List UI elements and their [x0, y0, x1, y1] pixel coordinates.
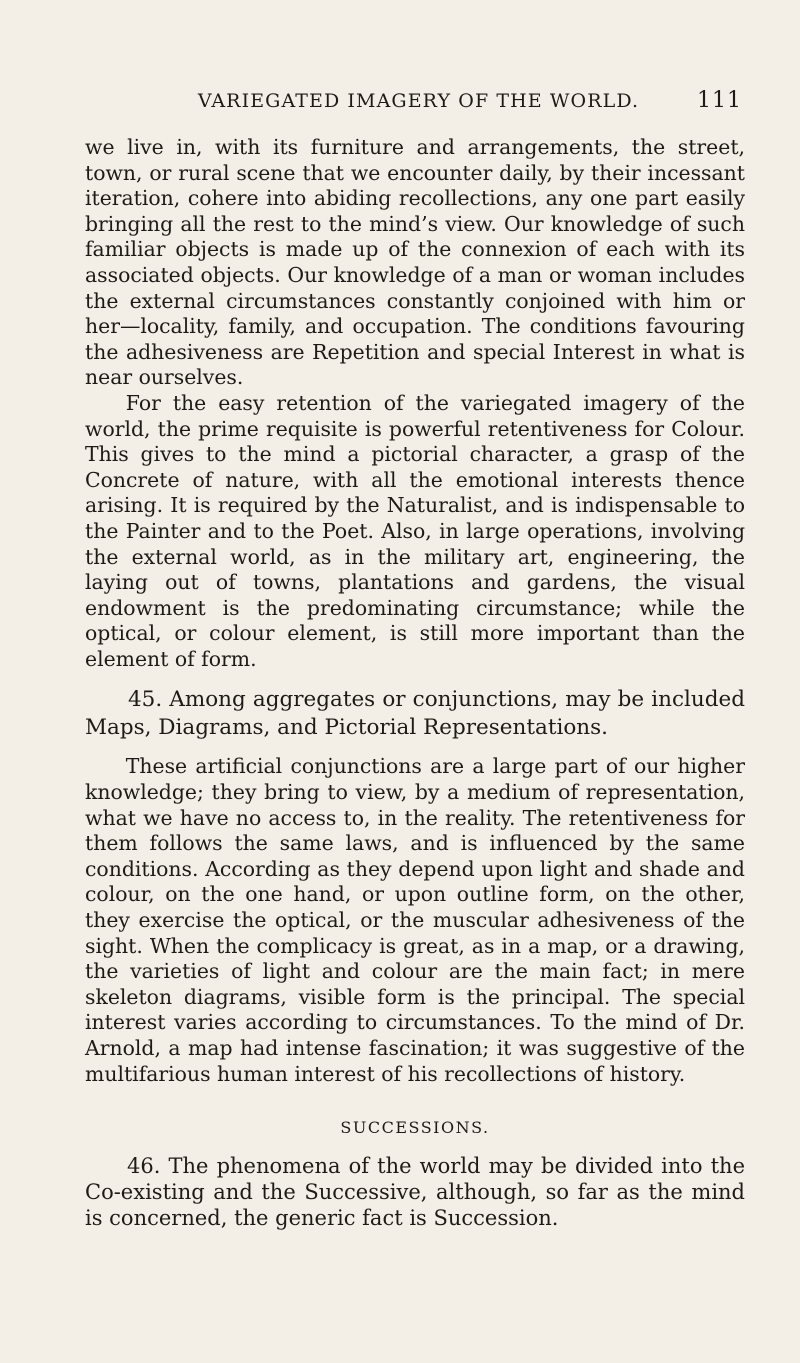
- running-head: [100, 88, 742, 120]
- body-text: [85, 135, 745, 1231]
- running-title: VARIEGATED IMAGERY OF THE WORLD.: [197, 90, 640, 112]
- paragraph-artificial-conjunctions: These artificial conjunctions are a large part of our higher knowledge; they bring to view, by a medium of representation, what we have no access to, in the reality. The retentiveness for them follows the same laws, and is influenced by the same conditions. According as they depend upon light and shade and colour, on the one hand, or upon outline form, on the other, they exercise the optical, or the muscular adhesiveness of the sight. When the complicacy is great, as in a map, or a drawing, the varieties of light and colour are the main fact; in mere skeleton diagrams, visible form is the principal. The special interest varies according to circumstances. To the mind of Dr. Arnold, a map had intense fascination; it was suggestive of the multifarious human interest of his recollections of history.: [85, 754, 745, 1086]
- section-45-heading-paragraph: 45. Among aggregates or conjunctions, may be included Maps, Diagrams, and Pictorial Representations.: [85, 687, 745, 741]
- successions-heading: SUCCESSIONS.: [340, 1118, 490, 1138]
- paragraph-continued: we live in, with its furniture and arrangements, the street, town, or rural scene that we encounter daily, by their incessant iteration, cohere into abiding recollections, any one part easily bringing all the rest to the mind’s view. Our knowledge of such familiar objects is made up of the connexion of each with its associated objects. Our knowledge of a man or woman includes the external circumstances constantly conjoined with him or her—locality, family, and occupation. The conditions favouring the adhesiveness are Repetition and special Interest in what is near ourselves.: [85, 135, 745, 390]
- section-46-paragraph: 46. The phenomena of the world may be divided into the Co-existing and the Successive, although, so far as the mind is concerned, the generic fact is Succession.: [85, 1153, 745, 1230]
- paragraph-colour-retentiveness: For the easy retention of the variegated imagery of the world, the prime requisite is powerful retentiveness for Colour. This gives to the mind a pictorial character, a grasp of the Concrete of nature, with all the emotional interests thence arising. It is required by the Naturalist, and is indispensable to the Painter and to the Poet. Also, in large operations, involving the external world, as in the military art, engineering, the laying out of towns, plantations and gardens, the visual endowment is the predominating circumstance; while the optical, or colour element, is still more important than the element of form.: [85, 390, 745, 671]
- page-number: 111: [697, 88, 742, 113]
